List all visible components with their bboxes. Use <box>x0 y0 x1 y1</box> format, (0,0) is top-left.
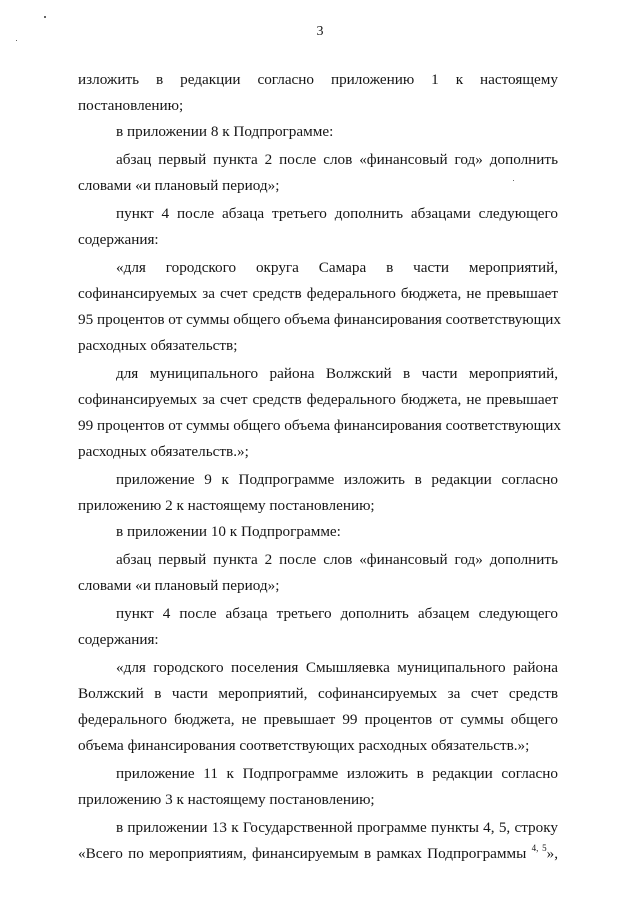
text-line: содержания: <box>78 631 159 648</box>
text-line: приложению 2 к настоящему постановлению; <box>78 497 375 514</box>
text-line: в приложении 10 к Подпрограмме: <box>116 523 341 540</box>
scan-speck <box>44 16 46 18</box>
text-line: приложение 9 к Подпрограмме изложить в редакции согласно <box>116 471 558 488</box>
page-number: 3 <box>316 24 324 39</box>
scan-speck <box>16 40 17 41</box>
last-line-text: «Всего по мероприятиям, финансируемым в рамках Подпрограммы <box>78 845 527 862</box>
text-line: 95 процентов от суммы общего объема финансирования соответствующих <box>78 311 562 328</box>
text-line: словами «и плановый период»; <box>78 177 280 194</box>
text-line: для муниципального района Волжский в части мероприятий, <box>116 365 558 382</box>
text-line: федерального бюджета, не превышает 99 процентов от суммы общего <box>78 711 558 728</box>
footnote-superscript: 4, 5 <box>531 842 547 853</box>
text-line: объема финансирования соответствующих расходных обязательств.»; <box>78 737 530 754</box>
text-line: приложению 3 к настоящему постановлению; <box>78 791 375 808</box>
text-line: содержания: <box>78 231 159 248</box>
text-line: приложение 11 к Подпрограмме изложить в редакции согласно <box>116 765 558 782</box>
text-line: софинансируемых за счет средств федерального бюджета, не превышает <box>78 391 558 408</box>
text-line: «для городского округа Самара в части мероприятий, <box>116 259 558 276</box>
text-line: софинансируемых за счет средств федерального бюджета, не превышает <box>78 285 558 302</box>
text-line: пункт 4 после абзаца третьего дополнить абзацем следующего <box>116 605 558 622</box>
text-line: словами «и плановый период»; <box>78 577 280 594</box>
text-line: расходных обязательств; <box>78 337 238 354</box>
text-line-last <box>78 844 558 864</box>
last-line-ending <box>526 842 559 862</box>
text-line: «для городского поселения Смышляевка муниципального района <box>116 659 558 676</box>
text-line: в приложении 8 к Подпрограмме: <box>116 123 334 140</box>
text-line: расходных обязательств.»; <box>78 443 249 460</box>
text-line: в приложении 13 к Государственной программе пункты 4, 5, строку <box>116 819 558 836</box>
text-line: изложить в редакции согласно приложению 1 к настоящему <box>78 71 558 88</box>
text-line: Волжский в части мероприятий, софинансируемых за счет средств <box>78 685 558 702</box>
closing-quote: », <box>546 845 559 862</box>
text-line: постановлению; <box>78 97 184 114</box>
text-line: пункт 4 после абзаца третьего дополнить абзацами следующего <box>116 205 558 222</box>
text-line: абзац первый пункта 2 после слов «финансовый год» дополнить <box>116 151 558 168</box>
text-line: 99 процентов от суммы общего объема финансирования соответствующих <box>78 417 562 434</box>
text-line: абзац первый пункта 2 после слов «финансовый год» дополнить <box>116 551 558 568</box>
